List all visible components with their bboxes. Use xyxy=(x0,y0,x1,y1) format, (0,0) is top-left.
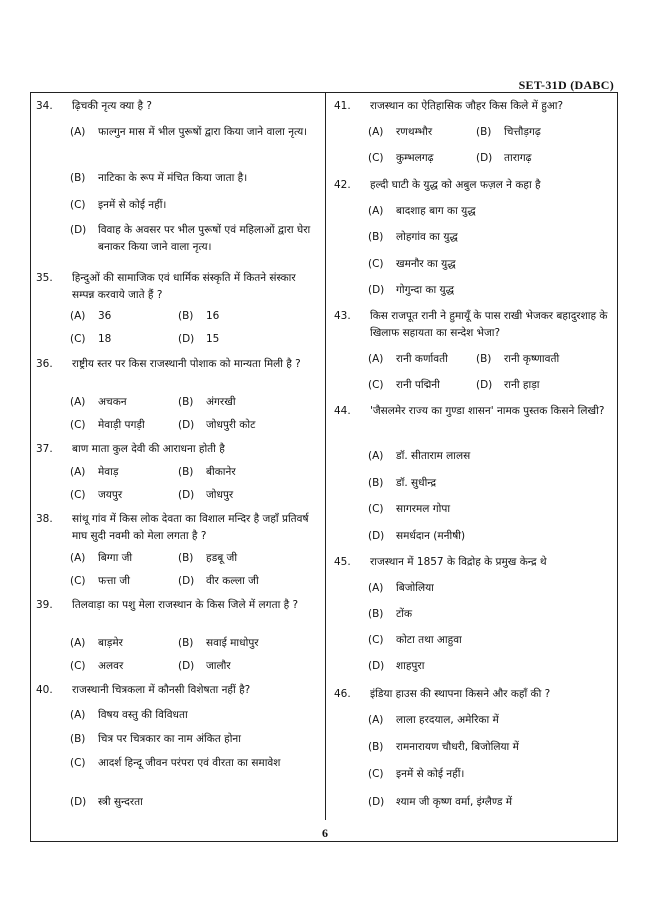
option-label: (D) xyxy=(368,530,385,542)
option-text: चित्तौड़गढ़ xyxy=(504,126,541,138)
option-row xyxy=(332,766,614,783)
question-number: 35. xyxy=(36,272,53,284)
option-row xyxy=(34,331,324,348)
option-row xyxy=(332,377,614,394)
option-label: (D) xyxy=(178,489,195,501)
option-row xyxy=(34,308,324,325)
column-divider xyxy=(325,92,326,820)
option-text: रानी कर्णावती xyxy=(396,353,448,365)
option-row xyxy=(332,712,614,729)
option-label: (A) xyxy=(368,126,384,138)
option-row xyxy=(332,739,614,756)
option-row xyxy=(34,464,324,481)
option-text: स्त्री सुन्दरता xyxy=(98,796,143,808)
question-text: हिन्दुओं की सामाजिक एवं धार्मिक संस्कृति में कितने संस्कार सम्पन्न करवाये जाते हैं ? xyxy=(72,272,296,301)
option-label: (A) xyxy=(368,582,384,594)
option-label: (D) xyxy=(178,575,195,587)
option-text: वीर कल्ला जी xyxy=(206,575,259,587)
option-row xyxy=(332,528,614,545)
option-label: (C) xyxy=(368,768,384,780)
question-text: राष्ट्रीय स्तर पर किस राजस्थानी पोशाक को मान्यता मिली है ? xyxy=(72,358,301,370)
question-41 xyxy=(332,98,614,115)
option-label: (C) xyxy=(70,419,86,431)
option-label: (C) xyxy=(70,757,86,769)
question-text: राजस्थान में 1857 के विद्रोह के प्रमुख केन्द्र थे xyxy=(370,556,547,568)
option-label: (B) xyxy=(368,608,384,620)
question-number: 45. xyxy=(334,556,351,568)
option-text: जोधपुरी कोट xyxy=(206,419,256,431)
option-text: बादशाह बाग का युद्ध xyxy=(396,205,476,217)
option-label: (B) xyxy=(178,466,194,478)
option-row xyxy=(332,658,614,675)
option-row xyxy=(34,487,324,504)
option-label: (B) xyxy=(476,353,492,365)
option-label: (C) xyxy=(70,660,86,672)
option-row xyxy=(34,550,324,567)
question-number: 41. xyxy=(334,100,351,112)
option-text: रामनारायण चौधरी, बिजोलिया में xyxy=(396,741,519,753)
option-row xyxy=(332,448,614,465)
option-label: (A) xyxy=(70,310,86,322)
option-text: फत्ता जी xyxy=(98,575,130,587)
option-label: (C) xyxy=(70,489,86,501)
option-text: कोटा तथा आहुवा xyxy=(396,634,462,646)
option-text: बिग्गा जी xyxy=(98,552,133,564)
option-text: टोंक xyxy=(396,608,413,620)
question-number: 34. xyxy=(36,100,53,112)
option-text: विषय वस्तु की विविधता xyxy=(98,709,188,721)
option-text: इनमें से कोई नहीं। xyxy=(396,768,465,780)
option-text: 15 xyxy=(206,333,220,345)
option-text: मेवाड़ xyxy=(98,466,119,478)
question-number: 38. xyxy=(36,513,53,525)
option-label: (A) xyxy=(70,637,86,649)
option-label: (B) xyxy=(178,637,194,649)
option-label: (C) xyxy=(70,199,86,211)
option-text: इनमें से कोई नहीं। xyxy=(98,199,167,211)
option-text: जोधपुर xyxy=(206,489,234,501)
page-number: 6 xyxy=(322,826,328,840)
option-label: (A) xyxy=(368,714,384,726)
option-row xyxy=(332,632,614,649)
option-text: रानी हाड़ा xyxy=(504,379,540,391)
option-row xyxy=(332,501,614,518)
question-39 xyxy=(34,597,324,614)
question-36 xyxy=(34,356,324,373)
option-label: (C) xyxy=(368,503,384,515)
option-row xyxy=(34,573,324,590)
option-text: रानी पद्मिनी xyxy=(396,379,440,391)
option-label: (B) xyxy=(368,231,384,243)
option-text: लाला हरदयाल, अमेरिका में xyxy=(396,714,499,726)
option-row xyxy=(332,580,614,597)
question-text: बाण माता कुल देवी की आराधना होती है xyxy=(72,443,225,455)
option-text: तारागढ़ xyxy=(504,152,532,164)
question-text: राजस्थान का ऐतिहासिक जौहर किस किले में हुआ? xyxy=(370,100,564,112)
option-label: (C) xyxy=(368,634,384,646)
question-46 xyxy=(332,686,614,703)
option-text: समर्धदान (मनीषी) xyxy=(396,530,466,542)
option-label: (C) xyxy=(368,258,384,270)
option-text: अंगरखी xyxy=(206,396,236,408)
option-text: चित्र पर चित्रकार का नाम अंकित होना xyxy=(98,733,241,745)
question-44 xyxy=(332,403,614,420)
option-row xyxy=(332,351,614,368)
question-number: 44. xyxy=(334,405,351,417)
option-label: (D) xyxy=(476,152,493,164)
question-number: 37. xyxy=(36,443,53,455)
question-text: किस राजपूत रानी ने हुमायूँ के पास राखी भेजकर बहादुरशाह के खिलाफ सहायता का सन्देश भेजा? xyxy=(370,310,608,339)
option-label: (D) xyxy=(178,333,195,345)
question-number: 46. xyxy=(334,688,351,700)
option-text: बीकानेर xyxy=(206,466,236,478)
option-row xyxy=(34,658,324,675)
option-row xyxy=(332,282,614,299)
option-label: (A) xyxy=(368,205,384,217)
option-text: विवाह के अवसर पर भील पुरूषों एवं महिलाओं द्वारा घेरा बनाकर किया जाने वाला नृत्य। xyxy=(98,224,311,253)
option-text: रणथम्भौर xyxy=(396,126,433,138)
option-label: (D) xyxy=(476,379,493,391)
option-text: गोगुन्दा का युद्ध xyxy=(396,284,455,296)
option-row xyxy=(34,197,324,214)
option-text: 18 xyxy=(98,333,112,345)
question-text: ढ़िचकी नृत्य क्या है ? xyxy=(72,100,152,112)
option-row xyxy=(332,229,614,246)
option-row xyxy=(34,222,324,256)
option-label: (B) xyxy=(178,552,194,564)
option-label: (D) xyxy=(70,224,87,236)
option-label: (A) xyxy=(70,552,86,564)
question-34 xyxy=(34,98,324,115)
question-number: 42. xyxy=(334,179,351,191)
option-text: फाल्गुन मास में भील पुरूषों द्वारा किया जाने वाला नृत्य। xyxy=(98,126,308,138)
option-label: (A) xyxy=(368,450,384,462)
question-37 xyxy=(34,441,324,458)
question-43 xyxy=(332,308,614,342)
question-number: 43. xyxy=(334,310,351,322)
option-text: जयपुर xyxy=(98,489,123,501)
option-text: कुम्भलगढ़ xyxy=(396,152,434,164)
option-label: (B) xyxy=(368,477,384,489)
option-text: सागरमल गोपा xyxy=(396,503,451,515)
option-row xyxy=(332,794,614,811)
question-number: 39. xyxy=(36,599,53,611)
question-text: हल्दी घाटी के युद्ध को अबुल फज़ल ने कहा है xyxy=(370,179,541,191)
set-code: SET-31D (DABC) xyxy=(518,78,614,92)
option-row xyxy=(34,417,324,434)
option-text: अचकन xyxy=(98,396,127,408)
option-row xyxy=(332,256,614,273)
option-text: अलवर xyxy=(98,660,124,672)
option-text: बिजोलिया xyxy=(396,582,434,594)
option-label: (B) xyxy=(178,310,194,322)
option-label: (B) xyxy=(178,396,194,408)
option-label: (B) xyxy=(70,733,86,745)
option-text: लोहगांव का युद्ध xyxy=(396,231,458,243)
option-label: (D) xyxy=(368,796,385,808)
option-row xyxy=(34,707,324,724)
option-row xyxy=(34,794,324,811)
question-number: 36. xyxy=(36,358,53,370)
option-row xyxy=(34,635,324,652)
option-text: खमनौर का युद्ध xyxy=(396,258,456,270)
option-text: डॉ. सुधीन्द्र xyxy=(396,477,437,489)
option-row xyxy=(332,150,614,167)
option-row xyxy=(332,124,614,141)
option-label: (C) xyxy=(368,152,384,164)
option-label: (C) xyxy=(70,333,86,345)
question-38 xyxy=(34,511,324,545)
question-35 xyxy=(34,270,324,304)
question-text: राजस्थानी चित्रकला में कौनसी विशेषता नहीं है? xyxy=(72,684,251,696)
option-text: डॉ. सीताराम लालस xyxy=(396,450,471,462)
option-label: (D) xyxy=(178,660,195,672)
option-text: नाटिका के रूप में मंचित किया जाता है। xyxy=(98,172,248,184)
option-label: (D) xyxy=(70,796,87,808)
option-label: (A) xyxy=(70,396,86,408)
option-row xyxy=(34,731,324,748)
option-label: (C) xyxy=(70,575,86,587)
option-label: (B) xyxy=(368,741,384,753)
option-text: सवाई माधोपुर xyxy=(206,637,259,649)
option-label: (D) xyxy=(368,660,385,672)
question-text: 'जैसलमेर राज्य का गुण्डा शासन' नामक पुस्तक किसने लिखी? xyxy=(370,405,605,417)
option-label: (B) xyxy=(476,126,492,138)
question-text: सांथू गांव में किस लोक देवता का विशाल मन्दिर है जहाँ प्रतिवर्ष माघ सुदी नवमी को मेला लगता है ? xyxy=(72,513,309,542)
question-text: इंडिया हाउस की स्थापना किसने और कहाँ की ? xyxy=(370,688,551,700)
option-text: 16 xyxy=(206,310,220,322)
option-text: 36 xyxy=(98,310,112,322)
option-row xyxy=(332,475,614,492)
question-number: 40. xyxy=(36,684,53,696)
option-row xyxy=(34,124,324,141)
option-row xyxy=(332,203,614,220)
option-row xyxy=(34,755,324,772)
option-text: हडबू जी xyxy=(206,552,238,564)
option-text: बाड़मेर xyxy=(98,637,123,649)
option-label: (A) xyxy=(70,466,86,478)
option-row xyxy=(332,606,614,623)
option-label: (A) xyxy=(70,126,86,138)
option-text: आदर्श हिन्दू जीवन परंपरा एवं वीरता का समावेश xyxy=(98,757,281,769)
option-label: (C) xyxy=(368,379,384,391)
option-label: (A) xyxy=(70,709,86,721)
option-text: श्याम जी कृष्ण वर्मा, इंग्लैण्ड में xyxy=(396,796,513,808)
option-text: शाहपुरा xyxy=(396,660,425,672)
option-row xyxy=(34,394,324,411)
question-45 xyxy=(332,554,614,571)
option-label: (B) xyxy=(70,172,86,184)
option-text: मेवाड़ी पगड़ी xyxy=(98,419,145,431)
option-row xyxy=(34,170,324,187)
option-label: (D) xyxy=(178,419,195,431)
question-text: तिलवाड़ा का पशु मेला राजस्थान के किस जिले में लगता है ? xyxy=(72,599,299,611)
question-40 xyxy=(34,682,324,699)
option-label: (A) xyxy=(368,353,384,365)
question-42 xyxy=(332,177,614,194)
option-text: जालौर xyxy=(206,660,231,672)
option-label: (D) xyxy=(368,284,385,296)
option-text: रानी कृष्णावती xyxy=(504,353,560,365)
